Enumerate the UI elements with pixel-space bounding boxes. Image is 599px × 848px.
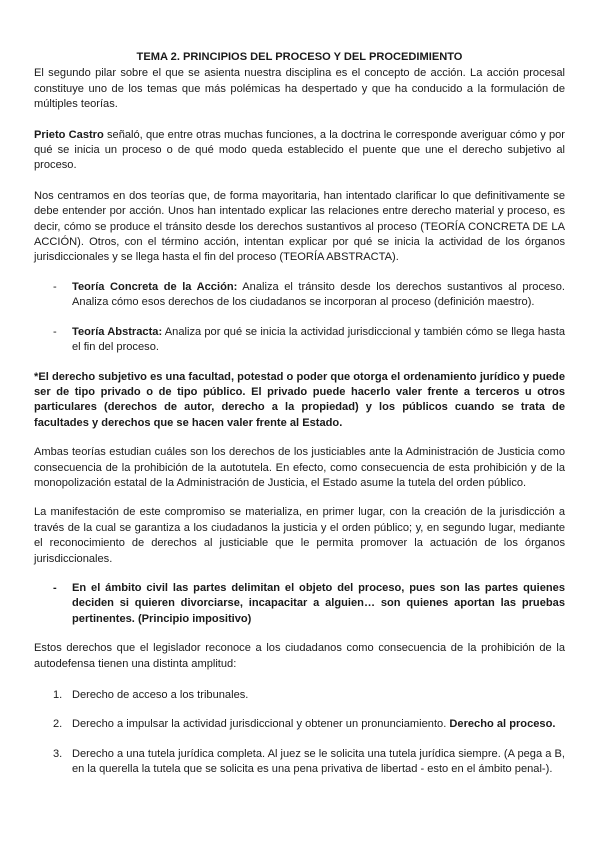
- paragraph-manifestacion: La manifestación de este compromiso se materializa, en primer lugar, con la creación de la jurisdicción a través de la cual se garantiza a los ciudadanos la justicia y el orden público; y, en segundo lugar, mediante el reconocimiento de derechos al justiciable que le permita promover la actuación de los órganos jurisdiccionales.: [34, 506, 565, 565]
- list-item-text: En el ámbito civil las partes delimitan el objeto del proceso, pues son las partes quienes deciden si quieren divorciarse, incapacitar a alguien… son quienes aportan las pruebas pertinentes. (Principio impositivo): [72, 581, 565, 625]
- numbered-item-2: [34, 717, 565, 732]
- list-item-teoria-concreta: [34, 280, 565, 311]
- dash-bullet: -: [53, 325, 57, 338]
- list-item-teoria-abstracta: [34, 325, 565, 356]
- item-number: 1.: [53, 689, 63, 701]
- author-name: Prieto Castro: [34, 128, 104, 141]
- paragraph-derecho-subjetivo: *El derecho subjetivo es una facultad, potestad o poder que otorga el ordenamiento jurídico y puede ser de tipo privado o de tipo público. El privado puede hacerlo valer frente a terceros u otros particulares (derechos de autor, derecho a la propiedad) y los públicos cuando se trata de facultades y derechos que se hacen valer frente al Estado.: [34, 370, 565, 429]
- numbered-item-1: [34, 688, 565, 703]
- numbered-item-3: [34, 747, 565, 778]
- list-item-text: Analiza el tránsito desde los derechos sustantivos al proceso. Analiza cómo esos derechos de los ciudadanos se incorporan al proceso (definición maestro).: [72, 280, 565, 309]
- paragraph-ambas-teorias: Ambas teorías estudian cuáles son los derechos de los justiciables ante la Administración de Justicia como consecuencia de la prohibición de la autotutela. En efecto, como consecuencia de esta prohibición y de la monopolización estatal de la Administración de Justicia, el Estado asume la tutela del orden público.: [34, 446, 565, 489]
- numbered-item-text: Derecho a impulsar la actividad jurisdiccional y obtener un pronunciamiento.: [72, 718, 450, 731]
- paragraph-prieto-castro: [34, 128, 565, 174]
- numbered-item-text: Derecho de acceso a los tribunales.: [72, 689, 249, 701]
- paragraph-dos-teorias: Nos centramos en dos teorías que, de forma mayoritaria, han intentado clarificar lo que definitivamente se debe entender por acción. Unos han intentado explicar las relaciones entre derecho material y proceso, es decir, cómo se produce el tránsito desde los derechos sustantivos al proceso (TEORÍA CONCRETA DE LA ACCIÓN). Otros, con el término acción, intentan explicar por qué se inicia la actividad de los órganos jurisdiccionales y se llega hasta el fin del proceso (TEORÍA ABSTRACTA).: [34, 189, 565, 264]
- list-item-text: Analiza por qué se inicia la actividad jurisdiccional y también cómo se llega hasta el fin del proceso.: [72, 325, 565, 354]
- document-title: TEMA 2. PRINCIPIOS DEL PROCESO Y DEL PROCEDIMIENTO: [136, 51, 463, 63]
- paragraph-accion: El segundo pilar sobre el que se asienta nuestra disciplina es el concepto de acción. La acción procesal constituye uno de los temas que más polémicas ha despertado y que ha conducido a la formulación de múltiples teorías.: [34, 67, 565, 111]
- item-number: 2.: [53, 718, 63, 731]
- paragraph-prieto-castro-text: señaló, que entre otras muchas funciones, a la doctrina le corresponde averiguar cómo y por qué se inicia un proceso o de qué modo queda establecido el puente que une el derecho subjetivo al proceso.: [34, 128, 565, 172]
- list-item-term: Teoría Concreta de la Acción:: [72, 280, 238, 293]
- dash-bullet: -: [53, 280, 57, 293]
- item-number: 3.: [53, 747, 63, 760]
- paragraph-estos-derechos: Estos derechos que el legislador reconoce a los ciudadanos como consecuencia de la prohibición de la autodefensa tienen una distinta amplitud:: [34, 642, 565, 670]
- list-item-term: Teoría Abstracta:: [72, 325, 163, 338]
- numbered-item-bold: Derecho al proceso.: [449, 718, 556, 731]
- numbered-item-text: Derecho a una tutela jurídica completa. Al juez se le solicita una tutela jurídica siempre. (A pega a B, en la querella la tutela que se solicita es una pena privativa de libertad - esto en el ámbito penal-).: [72, 747, 565, 776]
- list-item-ambito-civil: [34, 581, 565, 627]
- dash-bullet: -: [53, 581, 57, 594]
